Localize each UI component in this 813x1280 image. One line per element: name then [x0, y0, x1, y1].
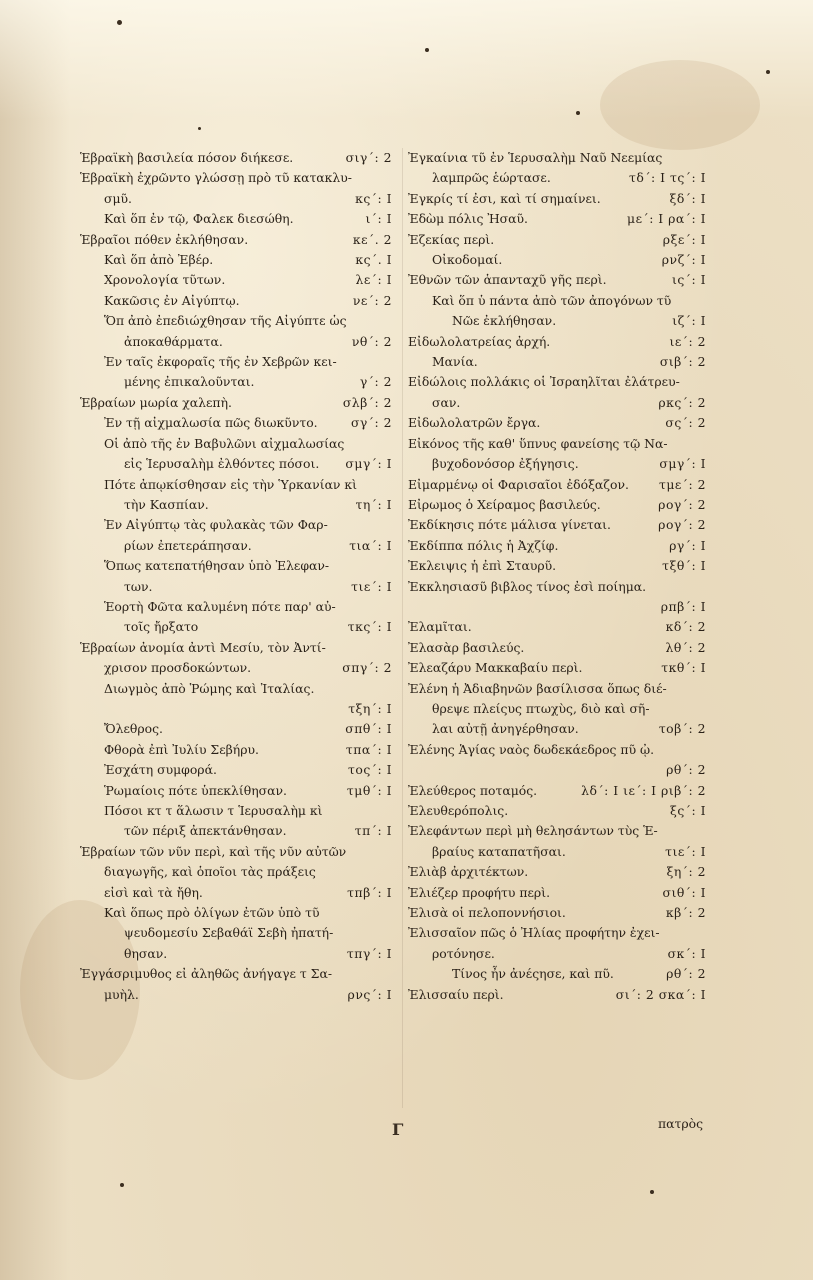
entry-text: Ἑβραίων ἀνομία ἀντὶ Μεσίυ, τὸν Ἀντί-	[80, 639, 326, 655]
entry-text: Ὄλεθρος. σπθ΄: I	[80, 719, 396, 739]
entry-text: Νῶε ἐκλήθησαν. ιζ΄: I	[408, 311, 710, 331]
ink-spot	[198, 127, 201, 130]
page-reference: γ΄: 2	[359, 374, 392, 390]
entry-text: Πόσοι κτ τ ἅλωσιν τ Ἱερυσαλὴμ κὶ	[104, 802, 323, 818]
page-reference: σμγ΄: I	[345, 456, 392, 472]
page-reference: σπθ΄: I	[345, 721, 392, 737]
index-entry	[408, 883, 710, 903]
page-reference: κε΄. 2	[352, 231, 392, 247]
page-reference: τοβ΄: 2	[658, 721, 706, 737]
entry-text: Ἐδὼμ πόλις Ἠσαῦ. με΄: I ρα΄: I	[408, 209, 710, 229]
page-reference: ρπβ΄: I	[660, 598, 706, 614]
entry-text: Ἐγγάσριμυθος εἰ ἀληθῶς ἀνήγαγε τ Σα-	[80, 966, 332, 982]
index-entry	[408, 821, 710, 862]
entry-text: Ἐκδίππα πόλις ἡ Ἀχζίφ. ργ΄: I	[408, 536, 710, 556]
entry-text: Ἐθνῶν τῶν ἁπανταχῦ γῆς περὶ. ις΄: I	[408, 270, 710, 290]
entry-text: Εἰρωμος ὁ Χείραμος βασιλεύς. ρογ΄: 2	[408, 495, 710, 515]
index-entry	[408, 862, 710, 882]
entry-text: Ἐγκαίνια τῦ ἐν Ἱερυσαλὴμ Ναῦ Νεεμίας	[408, 150, 663, 165]
page-reference: ρξε΄: I	[662, 231, 706, 247]
entry-text: Ἐλασὰρ βασιλεύς. λθ΄: 2	[408, 638, 710, 658]
page-reference: κβ΄: 2	[665, 905, 706, 920]
page-reference: κς΄: I	[355, 190, 392, 206]
entry-text: βραίυς καταπατῆσαι. τιε΄: I	[408, 842, 710, 862]
entry-text: τοῖς ἤρξατο τκς΄: I	[80, 617, 396, 637]
index-entry	[408, 413, 710, 433]
index-entry	[80, 719, 396, 739]
index-entry	[80, 393, 396, 413]
entry-text: μυὴλ. ρνς΄: I	[80, 985, 396, 1005]
entry-text: ρίων ἐπετεράπησαν. τια΄: I	[80, 536, 396, 556]
page-reference: λε΄: I	[355, 272, 392, 288]
page-reference: ξη΄: 2	[666, 864, 706, 880]
index-column-right	[408, 148, 710, 1005]
index-entry	[80, 740, 396, 760]
index-entry	[408, 495, 710, 515]
entry-text: βυχοδονόσορ ἐξήγησις. σμγ΄: I	[408, 454, 710, 474]
index-entry	[408, 964, 710, 984]
entry-text: Κακῶσις ἐν Αἰγύπτῳ. νε΄: 2	[80, 291, 396, 311]
ink-spot	[766, 70, 770, 74]
page-reference: τκς΄: I	[347, 619, 392, 635]
index-entry	[80, 209, 396, 229]
page-reference: ργ΄: I	[669, 537, 706, 553]
page-reference: τπ΄: I	[354, 823, 392, 839]
page-reference: σμγ΄: I	[659, 456, 706, 472]
page-reference: τδ΄: I τς΄: I	[629, 170, 706, 186]
catchword: πατρὸς	[658, 1116, 704, 1131]
index-entry	[80, 475, 396, 516]
entry-text: Ἐλεαζάρυ Μακκαβαίυ περὶ. τκθ΄: I	[408, 658, 710, 678]
page-reference: λδ΄: I ιε΄: I ριβ΄: 2	[581, 782, 706, 798]
entry-text: Ἐσχάτη συμφορά. τος΄: I	[80, 760, 396, 780]
ink-spot	[425, 48, 429, 52]
index-entry	[80, 515, 396, 556]
entry-text: Πότε ἀπῳκίσθησαν εἰς τὴν Ὑρκανίαν κὶ	[104, 476, 358, 492]
page-reference: σλβ΄: 2	[342, 394, 392, 410]
page-reference: τη΄: I	[355, 496, 392, 512]
entry-text: Οἰκοδομαί. ρνζ΄: I	[408, 250, 710, 270]
entry-text: Ἐν Αἰγύπτῳ τὰς φυλακὰς τῶν Φαρ-	[104, 517, 328, 533]
page-reference: ιζ΄: I	[672, 313, 706, 329]
page-reference: ρνζ΄: I	[661, 252, 706, 268]
page-reference: τπγ΄: I	[346, 945, 392, 961]
page-reference: κς΄. I	[355, 252, 392, 268]
index-entry	[408, 658, 710, 678]
entry-text: σμῦ. κς΄: I	[80, 189, 396, 209]
page-reference: ι΄: I	[365, 211, 392, 227]
page-reference: τμε΄: 2	[658, 476, 706, 492]
index-entry	[408, 781, 710, 801]
index-entry	[80, 556, 396, 597]
page-reference: νθ΄: 2	[351, 333, 392, 349]
index-entry	[80, 413, 396, 433]
entry-text: Ἐλένη ἡ Ἀδιαβηνῶν βασίλισσα ὅπως διέ-	[408, 680, 667, 696]
page-reference: τπα΄: I	[345, 741, 392, 757]
entry-text: Καὶ ὅπ ἐν τῷ, Φαλεκ διεσώθη. ι΄: I	[80, 209, 396, 229]
entry-text: Εἰκόνος τῆς καθ' ὕπνυς φανείσης τῷ Να-	[408, 435, 668, 451]
index-entry	[408, 536, 710, 556]
entry-text	[408, 597, 710, 617]
entry-text: Ἐλισὰ οἱ πελοποννήσιοι. κβ΄: 2	[408, 903, 710, 923]
index-entry	[408, 230, 710, 250]
entry-text: Οἱ ἀπὸ τῆς ἐν Βαβυλῶνι αἰχμαλωσίας	[104, 435, 345, 451]
entry-text: Ἐλιὰβ ἀρχιτέκτων. ξη΄: 2	[408, 862, 710, 882]
index-entry	[80, 230, 396, 250]
page-reference: ρογ΄: 2	[658, 496, 706, 512]
index-entry	[408, 209, 710, 229]
entry-text	[408, 760, 710, 780]
page-reference: ρογ΄: 2	[658, 517, 706, 533]
entry-text: Ἑβραῖοι πόθεν ἐκλήθησαν. κε΄. 2	[80, 230, 396, 250]
entry-text: λαμπρῶς ἑώρτασε. τδ΄: I τς΄: I	[408, 168, 710, 188]
index-entry	[408, 638, 710, 658]
index-entry	[80, 250, 396, 270]
page-reference: ις΄: I	[671, 272, 706, 288]
index-entry	[408, 617, 710, 637]
index-entry	[80, 638, 396, 679]
entry-text: εἰσὶ καὶ τὰ ἤθη. τπβ΄: I	[80, 883, 396, 903]
index-entry	[80, 434, 396, 475]
entry-text: Ἐν ταῖς ἐκφοραῖς τῆς ἐν Χεβρῶν κει-	[104, 354, 337, 370]
entry-text: σαν. ρκς΄: 2	[408, 393, 710, 413]
entry-text: Ἐν τῇ αἰχμαλωσία πῶς διωκῦντο. σγ΄: 2	[80, 413, 396, 433]
ink-spot	[120, 1183, 124, 1187]
index-entry	[408, 291, 710, 332]
page-reference: τξη΄: I	[348, 700, 392, 716]
index-entry	[408, 985, 710, 1005]
entry-text: εἰς Ἱερυσαλὴμ ἐλθόντες πόσοι. σμγ΄: I	[80, 454, 396, 474]
page-reference: ρνς΄: I	[347, 986, 392, 1002]
index-entry	[80, 781, 396, 801]
entry-text: λαι αὐτῇ ἀνηγέρθησαν. τοβ΄: 2	[408, 719, 710, 739]
entry-text: Ἑβραϊκὴ ἐχρῶντο γλώσσῃ πρὸ τῦ κατακλυ-	[80, 170, 352, 186]
ink-spot	[117, 20, 122, 25]
entry-text: Ἐλεφάντων περὶ μὴ θελησάντων τὺς Ἑ-	[408, 823, 658, 839]
page-reference: τμθ΄: I	[346, 782, 392, 798]
entry-text: διαγωγῆς, καὶ ὁποῖοι τὰς πράξεις	[104, 864, 316, 880]
entry-text: Ὅπως κατεπατήθησαν ὑπὸ Ἐλεφαν-	[104, 558, 330, 574]
index-entry	[408, 903, 710, 923]
entry-text: Ἐζεκίας περὶ. ρξε΄: I	[408, 230, 710, 250]
entry-text: Ἐλισσαῖον πῶς ὁ Ἠλίας προφήτην ἐχει-	[408, 925, 660, 941]
entry-text: Τίνος ἦν ἀνέςησε, καὶ πῦ. ρθ΄: 2	[408, 964, 710, 984]
page-reference: με΄: I ρα΄: I	[627, 211, 706, 227]
ink-spot	[576, 111, 580, 115]
index-entry	[80, 311, 396, 352]
entry-text: τῶν πέριξ ἀπεκτάνθησαν. τπ΄: I	[80, 821, 396, 841]
entry-text: των. τιε΄: I	[80, 577, 396, 597]
entry-text: Ἐλευθερόπολις. ξς΄: I	[408, 801, 710, 821]
index-entry	[408, 679, 710, 740]
entry-text: Εἰδωλολατρείας ἀρχή. ιε΄: 2	[408, 332, 710, 352]
entry-text: Ὅπ ἀπὸ ἐπεδιώχθησαν τῆς Αἰγύπτε ὡς	[104, 313, 347, 329]
page-reference: ρκς΄: 2	[658, 394, 706, 410]
page-reference: τος΄: I	[348, 762, 392, 778]
page-reference: νε΄: 2	[352, 292, 392, 308]
index-entry	[80, 842, 396, 903]
page-reference: τια΄: I	[349, 537, 392, 553]
index-entry	[408, 475, 710, 495]
entry-text: τὴν Κασπίαν. τη΄: I	[80, 495, 396, 515]
page-reference: ξς΄: I	[670, 802, 706, 818]
page-reference: ρθ΄: 2	[666, 966, 706, 982]
index-column-left	[80, 148, 396, 1005]
index-entry	[408, 556, 710, 576]
index-entry	[408, 270, 710, 290]
index-entry	[408, 577, 710, 618]
ink-spot	[650, 1190, 654, 1194]
entry-text: Ἐλένης Ἁγίας ναὸς δωδεκάεδρος πῦ ᾠ.	[408, 741, 655, 757]
entry-text: Ἑβραίων τῶν νῦν περὶ, καὶ τῆς νῦν αὐτῶν	[80, 843, 347, 859]
entry-text: ροτόνησε. σκ΄: I	[408, 944, 710, 964]
entry-text: Ἐκδίκησις πότε μάλισα γίνεται. ρογ΄: 2	[408, 515, 710, 535]
index-entry	[80, 801, 396, 842]
index-entry	[80, 291, 396, 311]
index-entry	[408, 332, 710, 352]
index-entry	[80, 168, 396, 209]
page-reference: σγ΄: 2	[350, 415, 392, 431]
entry-text: Καὶ ὅπ ἀπὸ Ἐβέρ. κς΄. I	[80, 250, 396, 270]
index-entry	[408, 372, 710, 413]
page-reference: τπβ΄: I	[347, 884, 392, 900]
entry-text: Ἐλαμῖται. κδ΄: 2	[408, 617, 710, 637]
entry-text: Ἑβραίων μωρία χαλεπὴ. σλβ΄: 2	[80, 393, 396, 413]
index-entry	[408, 923, 710, 964]
entry-text: Χρονολογία τῦτων. λε΄: I	[80, 270, 396, 290]
index-entry	[80, 903, 396, 964]
entry-text: Φθορὰ ἐπὶ Ἰυλίυ Σεβήρυ. τπα΄: I	[80, 740, 396, 760]
paper-stain	[600, 60, 760, 150]
index-entry	[80, 270, 396, 290]
index-entry	[408, 801, 710, 821]
page-reference: σιβ΄: 2	[659, 354, 706, 370]
index-entry	[408, 250, 710, 270]
entry-text: Καὶ ὅπ ὑ πάντα ἀπὸ τῶν ἀπογόνων τῦ	[432, 292, 672, 308]
entry-text: Ἐκκλησιασῦ βιβλος τίνος ἐσὶ ποίημα.	[408, 578, 647, 594]
index-entry	[80, 679, 396, 720]
entry-text: Καὶ ὅπως πρὸ ὀλίγων ἐτῶν ὑπὸ τῦ	[104, 905, 320, 921]
index-entry	[80, 964, 396, 1005]
page-reference: σπγ΄: 2	[342, 660, 392, 676]
entry-text	[80, 699, 396, 719]
entry-text: θρεψε πλείςυς πτωχὺς, διὸ καὶ σῆ-	[432, 700, 650, 716]
column-divider	[402, 148, 403, 1108]
page-reference: τιε΄: I	[351, 578, 392, 594]
index-entry	[80, 352, 396, 393]
entry-text: Εἰδώλοις πολλάκις οἱ Ἰσραηλῖται ἐλάτρευ-	[408, 374, 680, 390]
entry-text: χρισον προσδοκώντων. σπγ΄: 2	[80, 658, 396, 678]
index-entry	[408, 740, 710, 781]
signature-mark: Γ	[392, 1120, 404, 1139]
entry-text: Ἑβραϊκὴ βασιλεία πόσον διήκεσε. σιγ΄: 2	[80, 148, 396, 168]
page-reference: λθ΄: 2	[665, 639, 706, 655]
page-reference: σι΄: 2 σκα΄: I	[615, 986, 706, 1002]
entry-text: Ἐλιέζερ προφήτυ περὶ. σιθ΄: I	[408, 883, 710, 903]
entry-text: Ἐλεύθερος ποταμός. λδ΄: I ιε΄: I ριβ΄: 2	[408, 781, 710, 801]
index-entry	[408, 189, 710, 209]
index-entry	[80, 760, 396, 780]
page-reference: τκθ΄: I	[661, 660, 706, 676]
entry-text: Εἰμαρμένῳ οἱ Φαρισαῖοι ἐδόξαζον. τμε΄: 2	[408, 475, 710, 495]
page-reference: σς΄: 2	[665, 415, 706, 431]
entry-text: Ἐκλειψις ἡ ἐπὶ Σταυρῦ. τξθ΄: I	[408, 556, 710, 576]
page-reference: ξδ΄: I	[669, 190, 706, 206]
page-reference: τιε΄: I	[665, 843, 706, 859]
entry-text: Ἐλισσαίυ περὶ. σι΄: 2 σκα΄: I	[408, 985, 710, 1005]
page-reference: σκ΄: I	[667, 945, 706, 961]
index-entry	[408, 352, 710, 372]
page-reference: σιγ΄: 2	[345, 150, 392, 165]
index-entry	[408, 434, 710, 475]
entry-text: Ῥωμαίοις πότε ὑπεκλίθησαν. τμθ΄: I	[80, 781, 396, 801]
page-reference: ρθ΄: 2	[666, 762, 706, 778]
index-entry	[408, 515, 710, 535]
entry-text: θησαν. τπγ΄: I	[80, 944, 396, 964]
entry-text: Εἰδωλολατρῶν ἔργα. σς΄: 2	[408, 413, 710, 433]
index-entry	[408, 148, 710, 189]
entry-text: Ἑορτὴ Φῶτα καλυμένη πότε παρ' αὐ-	[104, 598, 336, 614]
entry-text: μένης ἐπικαλοῦνται. γ΄: 2	[80, 372, 396, 392]
entry-text: Διωγμὸς ἀπὸ Ῥώμης καὶ Ἰταλίας.	[104, 680, 315, 696]
entry-text: Ἐγκρίς τί ἐσι, καὶ τί σημαίνει. ξδ΄: I	[408, 189, 710, 209]
entry-text: Μανία. σιβ΄: 2	[408, 352, 710, 372]
page-reference: σιθ΄: I	[662, 884, 706, 900]
index-entry	[80, 148, 396, 168]
entry-text: ἀποκαθάρματα. νθ΄: 2	[80, 332, 396, 352]
page-reference: τξθ΄: I	[662, 558, 706, 574]
index-entry	[80, 597, 396, 638]
page-reference: ιε΄: 2	[669, 333, 706, 349]
page-reference: κδ΄: 2	[665, 619, 706, 635]
entry-text: ψευδομεσίυ Σεβαθάϊ Σεβὴ ἠπατή-	[124, 925, 334, 941]
